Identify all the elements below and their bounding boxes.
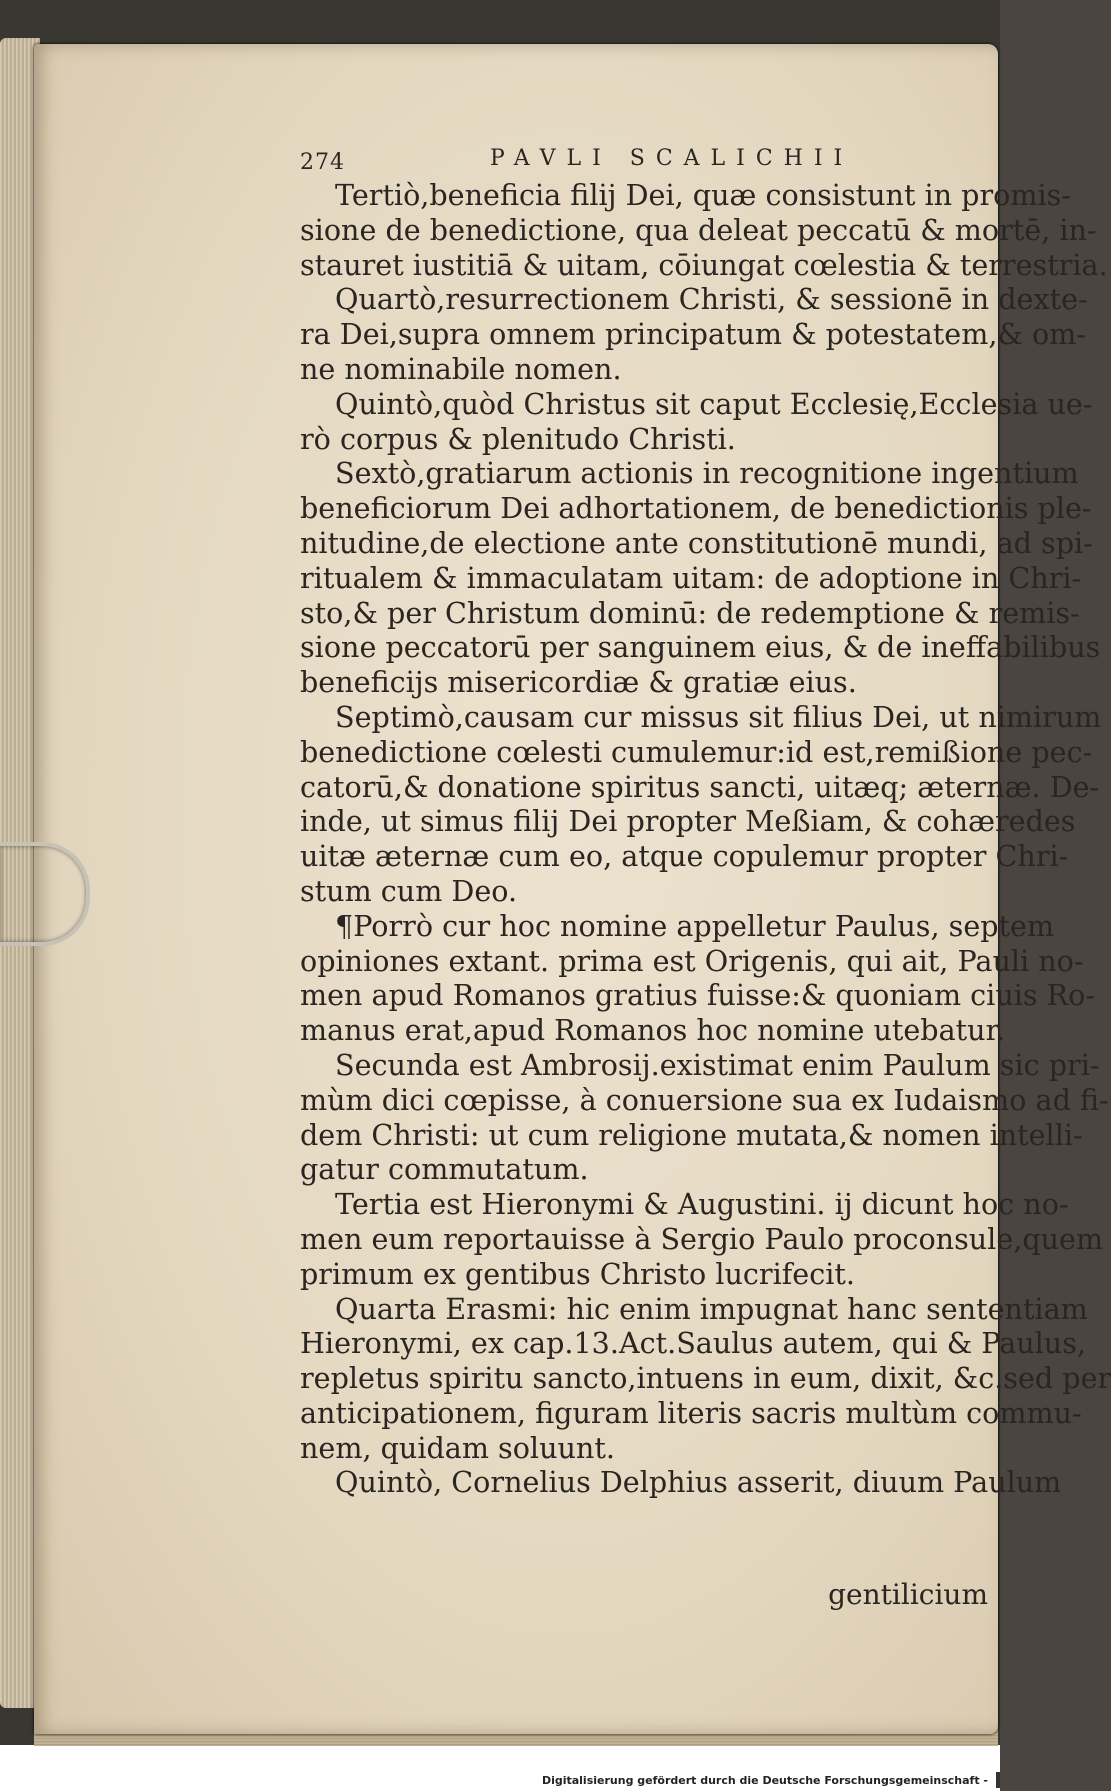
text-line: sione de benedictione, qua deleat peccatū & mortē, in-: [300, 212, 1097, 247]
text-line: beneficijs misericordiæ & gratiæ eius.: [300, 665, 857, 700]
text-line: Quintò,quòd Christus sit caput Ecclesię,Ecclesia ue-: [335, 386, 1093, 421]
text-line: inde, ut simus filij Dei propter Meßiam, & cohæredes: [300, 804, 1076, 839]
text-line: stum cum Deo.: [300, 873, 518, 908]
digitization-credit: Digitalisierung gefördert durch die Deutsche Forschungsgemeinschaft -: [541, 1774, 988, 1787]
text-line: sione peccatorū per sanguinem eius, & de ineffabilibus: [300, 630, 1101, 665]
text-line: sto,& per Christum dominū: de redemptione & remis-: [300, 595, 1080, 630]
text-line: Septimò,causam cur missus sit filius Dei, ut nimirum: [335, 699, 1102, 734]
text-line: ra Dei,supra omnem principatum & potestatem,& om-: [300, 317, 1086, 352]
text-line: Tertia est Hieronymi & Augustini. ij dicunt hoc no-: [335, 1187, 1069, 1222]
text-line: ne nominabile nomen.: [300, 351, 622, 386]
page-number: 274: [300, 150, 345, 175]
text-line: opiniones extant. prima est Origenis, qui ait, Pauli no-: [300, 943, 1084, 978]
text-line: Sextò,gratiarum actionis in recognitione ingentium: [335, 456, 1079, 491]
text-line: beneficiorum Dei adhortationem, de benedictionis ple-: [300, 491, 1092, 526]
text-line: anticipationem, figuram literis sacris multùm commu-: [300, 1395, 1082, 1430]
text-line: catorū,& donatione spiritus sancti, uitæq; æternæ. De-: [300, 769, 1100, 804]
dfg-logo-icon: [996, 1772, 1000, 1788]
text-line: stauret iustitiā & uitam, cōiungat cœlestia & terrestria.: [300, 247, 1108, 282]
text-line: men eum reportauisse à Sergio Paulo proconsule,quem: [300, 1221, 1104, 1256]
page-clip: [0, 842, 90, 946]
text-line: rò corpus & plenitudo Christi.: [300, 421, 736, 456]
text-line: manus erat,apud Romanos hoc nomine utebatur.: [300, 1013, 1006, 1048]
text-line: men apud Romanos gratius fuisse:& quoniam ciuis Ro-: [300, 978, 1096, 1013]
text-line: dem Christi: ut cum religione mutata,& nomen intelli-: [300, 1117, 1083, 1152]
text-line: uitæ æternæ cum eo, atque copulemur propter Chri-: [300, 839, 1069, 874]
text-line: mùm dici cœpisse, à conuersione sua ex Iudaismo ad fi-: [300, 1082, 1109, 1117]
body-text: [300, 178, 1111, 1500]
text-line: Quarta Erasmi: hic enim impugnat hanc sententiam: [335, 1291, 1088, 1326]
text-line: Quintò, Cornelius Delphius asserit, diuum Paulum: [335, 1465, 1062, 1500]
text-line: repletus spiritu sancto,intuens in eum, dixit, &c.sed per: [300, 1361, 1111, 1396]
text-line: Quartò,resurrectionem Christi, & sessionē in dexte-: [335, 282, 1088, 317]
text-line: nem, quidam soluunt.: [300, 1430, 615, 1465]
text-line: gatur commutatum.: [300, 1152, 589, 1187]
text-line: Hieronymi, ex cap.13.Act.Saulus autem, qui & Paulus,: [300, 1326, 1086, 1361]
text-line: primum ex gentibus Christo lucrifecit.: [300, 1256, 855, 1291]
text-line: benedictione cœlesti cumulemur:id est,remißione pec-: [300, 734, 1093, 769]
page-text-block: [300, 142, 1111, 1500]
text-line: Secunda est Ambrosij.existimat enim Paulum sic pri-: [335, 1047, 1100, 1082]
text-line: ¶Porrò cur hoc nomine appelletur Paulus, septem: [335, 908, 1055, 943]
running-head: [300, 142, 990, 176]
text-line: ritualem & immaculatam uitam: de adoptione in Chri-: [300, 560, 1082, 595]
catchword: gentilicium: [828, 1578, 988, 1611]
text-line: nitudine,de electione ante constitutionē mundi, ad spi-: [300, 525, 1093, 560]
text-line: Tertiò,beneficia filij Dei, quæ consistunt in promis-: [335, 178, 1071, 212]
running-head-title: PAVLI SCALICHII: [490, 146, 854, 171]
